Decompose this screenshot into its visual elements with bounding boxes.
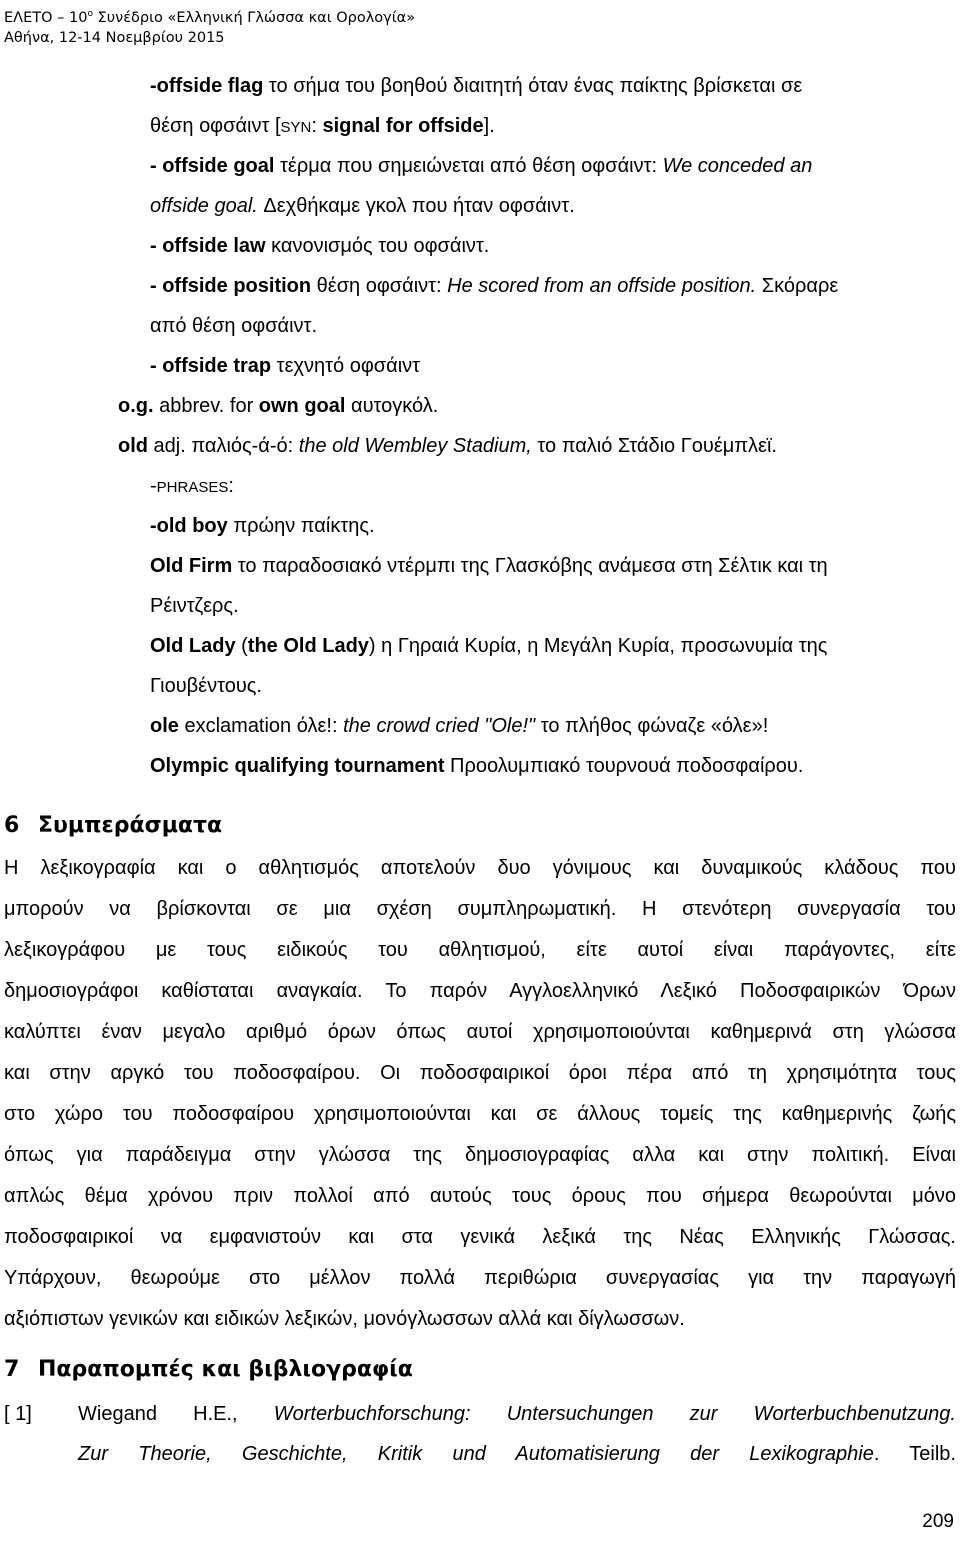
section-6-line: όπως για παράδειγμα στην γλώσσα της δημοσιογραφίας αλλα και στην πολιτική. Είναι	[4, 1144, 956, 1166]
entry-old-firm: Old Firm το παραδοσιακό ντέρμπι της Γλασκόβης ανάμεσα στη Σέλτικ και τη	[150, 555, 828, 577]
section-6-line: Υπάρχουν, θεωρούμε στο μέλλον πολλά περιθώρια συνεργασίας για την παραγωγή	[4, 1267, 956, 1289]
phrases-label: -PHRASES:	[150, 475, 234, 497]
entry-offside-goal: - offside goal τέρμα που σημειώνεται από θέση οφσάιντ: We conceded an	[150, 155, 813, 177]
entry-offside-trap: - offside trap τεχνητό οφσάιντ	[150, 355, 421, 377]
section-7-heading: 7 Παραπομπές και βιβλιογραφία	[4, 1357, 413, 1382]
reference-line-1: Wiegand H.E., Worterbuchforschung: Untersuchungen zur Worterbuchbenutzung.	[78, 1403, 956, 1425]
entry-offside-law: - offside law κανονισμός του οφσάιντ.	[150, 235, 490, 257]
reference-line-2: Zur Theorie, Geschichte, Kritik und Automatisierung der Lexikographie. Teilb.	[78, 1443, 956, 1465]
entry-offside-flag-cont: θέση οφσάιντ [SYN: signal for offside].	[150, 115, 495, 137]
entry-old-lady-cont: Γιουβέντους.	[150, 675, 262, 697]
section-6-line: στο χώρο του ποδοσφαίρου χρησιμοποιούνται και σε άλλους τομείς της καθημερινής ζωής	[4, 1103, 956, 1125]
section-6-line: απλώς θέμα χρόνου πριν πολλοί από αυτούς τους όρους που σήμερα θεωρούνται μόνο	[4, 1185, 956, 1207]
entry-old-firm-cont: Ρέιντζερς.	[150, 595, 239, 617]
section-6-line: μπορούν να βρίσκονται σε μια σχέση συμπληρωματική. Η στενότερη συνεργασία του	[4, 898, 956, 920]
entry-offside-goal-cont: offside goal. Δεχθήκαμε γκολ που ήταν οφσάιντ.	[150, 195, 575, 217]
page-number: 209	[922, 1511, 954, 1532]
section-6-line: καλύπτει έναν μεγαλο αριθμό όρων όπως αυτοί χρησιμοποιούνται καθημερινά στη γλώσσα	[4, 1021, 956, 1043]
reference-label: [ 1]	[4, 1403, 32, 1425]
entry-old-lady: Old Lady (the Old Lady) η Γηραιά Κυρία, η Μεγάλη Κυρία, προσωνυμία της	[150, 635, 828, 657]
entry-offside-position: - offside position θέση οφσάιντ: He scored from an offside position. Σκόραρε	[150, 275, 839, 297]
entry-old: old adj. παλιός-ά-ό: the old Wembley Stadium, το παλιό Στάδιο Γουέμπλεϊ.	[118, 435, 777, 457]
entry-old-boy: -old boy πρώην παίκτης.	[150, 515, 375, 537]
section-6-line: Η λεξικογραφία και ο αθλητισμός αποτελούν δυο γόνιμους και δυναμικούς κλάδους που	[4, 857, 956, 879]
section-6-line: λεξικογράφου με τους ειδικούς του αθλητισμού, είτε αυτοί είναι παράγοντες, είτε	[4, 939, 956, 961]
header-line-2: Αθήνα, 12-14 Νοεμβρίου 2015	[4, 30, 225, 46]
entry-olympic: Olympic qualifying tournament Προολυμπιακό τουρνουά ποδοσφαίρου.	[150, 755, 804, 777]
section-6-line: και στην αργκό του ποδοσφαίρου. Οι ποδοσφαιρικοί όροι πέρα από τη χρησιμότητα τους	[4, 1062, 956, 1084]
entry-offside-flag: -offside flag το σήμα του βοηθού διαιτητή όταν ένας παίκτης βρίσκεται σε	[150, 75, 803, 97]
section-6-line: δημοσιογράφοι καθίσταται αναγκαία. Το παρόν Αγγλοελληνικό Λεξικό Ποδοσφαιρικών Όρων	[4, 980, 956, 1002]
entry-og: o.g. abbrev. for own goal αυτογκόλ.	[118, 395, 439, 417]
header-line-1: ΕΛΕΤΟ – $10^o$ Συνέδριο «Ελληνική Γλώσσα και Ορολογία»	[4, 9, 416, 26]
section-6-line: ποδοσφαιρικοί να εμφανιστούν και στα γενικά λεξικά της Νέας Ελληνικής Γλώσσας.	[4, 1226, 956, 1248]
section-6-heading: 6 Συμπεράσματα	[4, 813, 223, 838]
running-header	[4, 4, 415, 48]
entry-offside-position-cont: από θέση οφσάιντ.	[150, 315, 318, 337]
entry-ole: ole exclamation όλε!: the crowd cried "Ole!" το πλήθος φώναζε «όλε»!	[150, 715, 769, 737]
section-6-line: αξιόπιστων γενικών και ειδικών λεξικών, μονόγλωσσων αλλά και δίγλωσσων.	[4, 1308, 685, 1330]
